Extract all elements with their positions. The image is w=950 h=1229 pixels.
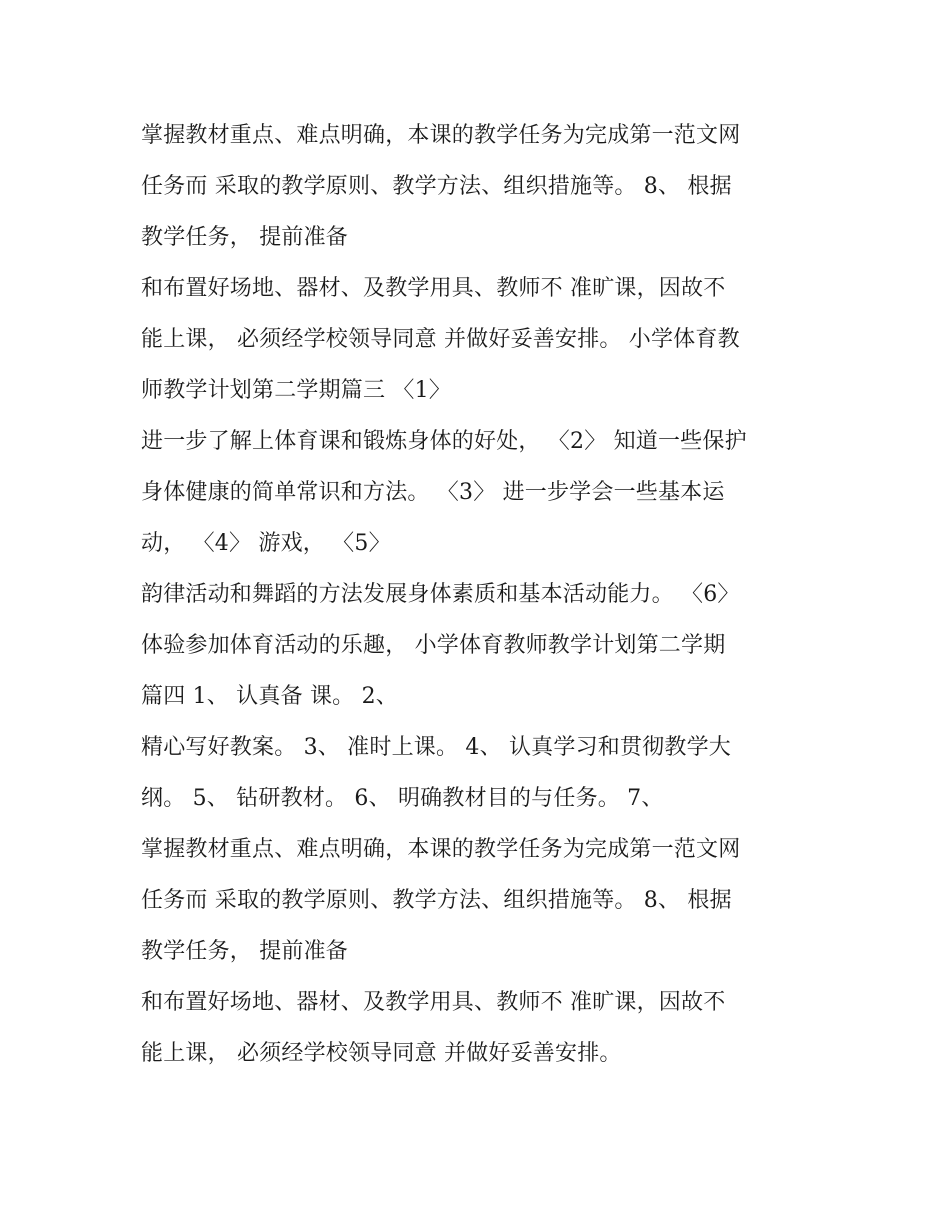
text-line: 动， 〈4〉 游戏， 〈5〉 (141, 531, 391, 556)
text-line: 教学任务， 提前准备 (141, 225, 348, 250)
text-line: 韵律活动和舞蹈的方法发展身体素质和基本活动能力。 〈6〉 (141, 582, 740, 607)
text-line: 体验参加体育活动的乐趣， 小学体育教师教学计划第二学期 (141, 633, 726, 658)
text-line: 进一步了解上体育课和锻炼身体的好处， 〈2〉 知道一些保护 (141, 429, 747, 454)
text-line: 师教学计划第二学期篇三 〈1〉 (141, 378, 451, 403)
text-line: 掌握教材重点、难点明确，本课的教学任务为完成第一范文网 (141, 837, 741, 862)
text-line: 能上课， 必须经学校领导同意 并做好妥善安排。 小学体育教 (141, 327, 740, 352)
text-line: 和布置好场地、器材、及教学用具、教师不 准旷课，因故不 (141, 276, 726, 301)
text-line: 篇四 1、 认真备 课。 2、 (141, 684, 398, 709)
document-body (141, 110, 841, 1079)
text-line: 教学任务， 提前准备 (141, 939, 348, 964)
text-line: 和布置好场地、器材、及教学用具、教师不 准旷课，因故不 (141, 990, 726, 1015)
text-line: 任务而 采取的教学原则、教学方法、组织措施等。 8、 根据 (141, 888, 732, 913)
text-line: 身体健康的简单常识和方法。 〈3〉 进一步学会一些基本运 (141, 480, 725, 505)
text-line: 任务而 采取的教学原则、教学方法、组织措施等。 8、 根据 (141, 174, 732, 199)
text-line: 纲。 5、 钻研教材。 6、 明确教材目的与任务。 7、 (141, 786, 664, 811)
text-line: 精心写好教案。 3、 准时上课。 4、 认真学习和贯彻教学大 (141, 735, 731, 760)
text-line: 掌握教材重点、难点明确，本课的教学任务为完成第一范文网 (141, 123, 741, 148)
text-line: 能上课， 必须经学校领导同意 并做好妥善安排。 (141, 1041, 622, 1066)
